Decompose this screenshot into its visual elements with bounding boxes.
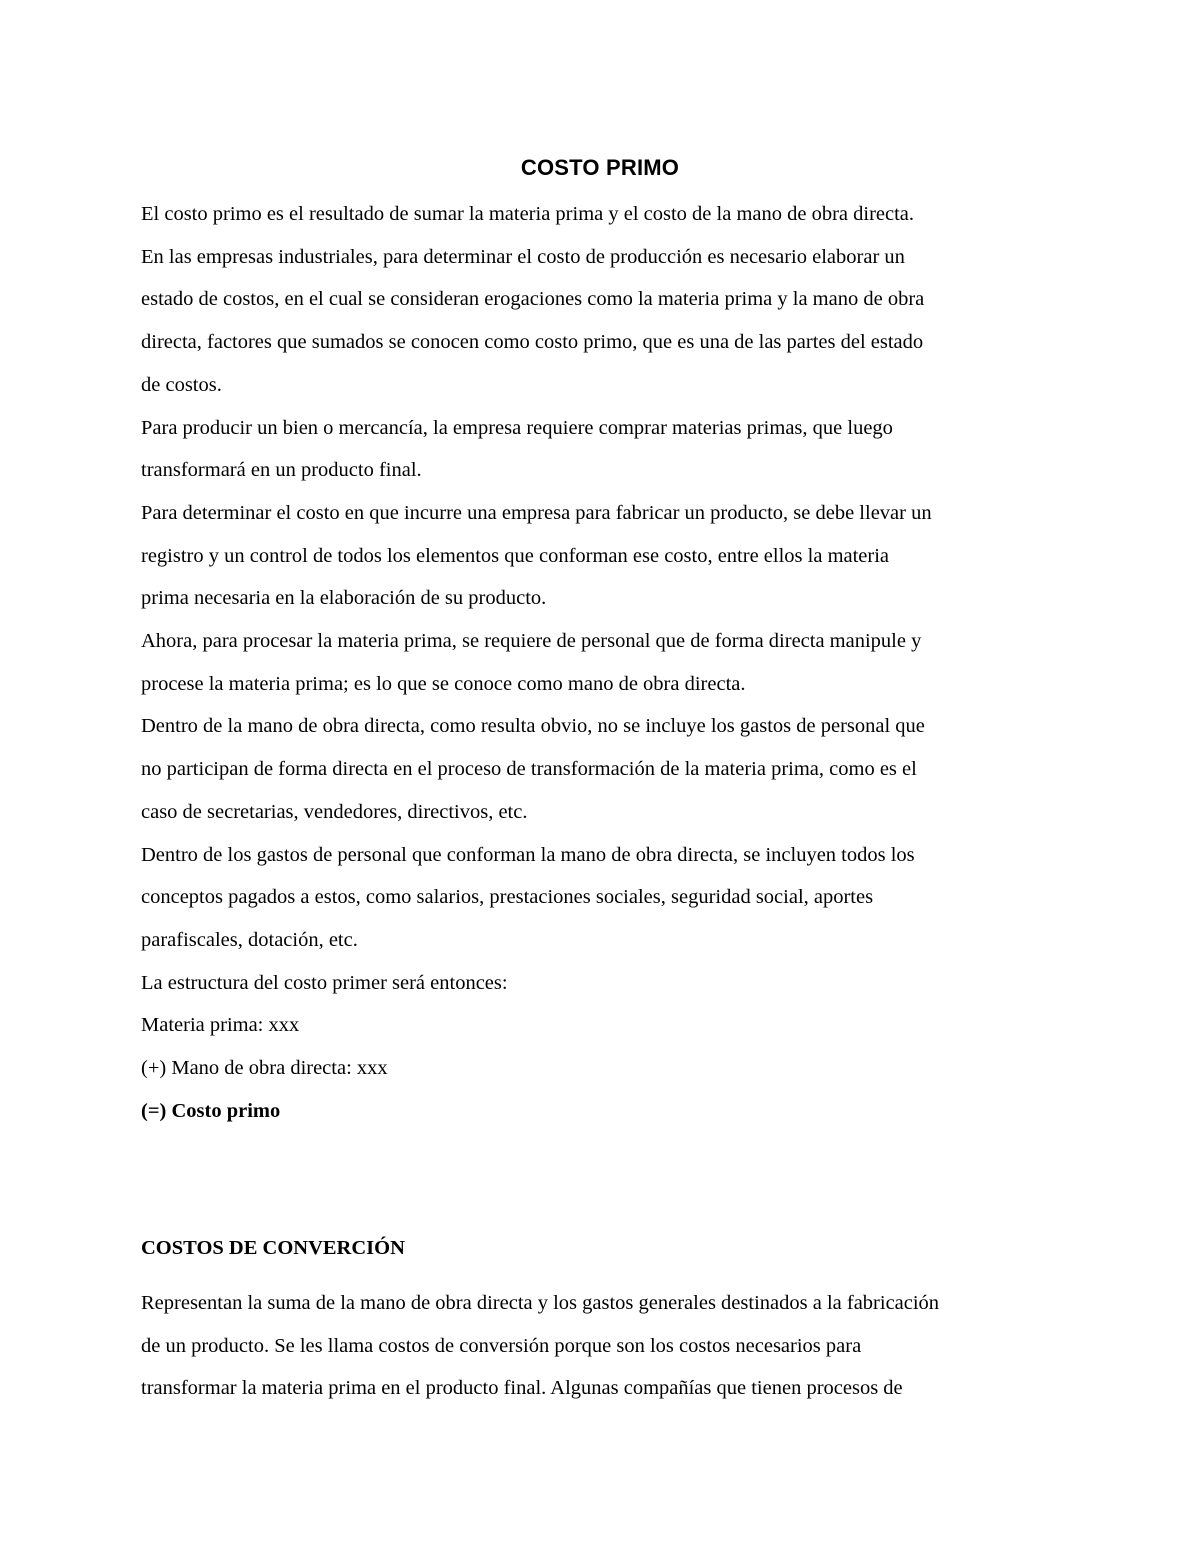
text-line: La estructura del costo primer será entonces: — [141, 971, 508, 994]
text-line: Dentro de los gastos de personal que conforman la mano de obra directa, se incluyen todos los — [141, 843, 915, 866]
formula-mano-de-obra: (+) Mano de obra directa: xxx — [141, 1057, 388, 1080]
text-line: estado de costos, en el cual se consideran erogaciones como la materia prima y la mano de obra — [141, 288, 925, 311]
text-line: transformar la materia prima en el producto final. Algunas compañías que tienen procesos de — [141, 1377, 903, 1400]
text-line: Ahora, para procesar la materia prima, se requiere de personal que de forma directa manipule y — [141, 630, 922, 653]
text-line: En las empresas industriales, para determinar el costo de producción es necesario elaborar un — [141, 245, 905, 268]
text-line: parafiscales, dotación, etc. — [141, 928, 358, 951]
text-line: Representan la suma de la mano de obra directa y los gastos generales destinados a la fabricación — [141, 1292, 940, 1314]
text-line: no participan de forma directa en el proceso de transformación de la materia prima, como es el — [141, 758, 917, 781]
text-line: directa, factores que sumados se conocen como costo primo, que es una de las partes del estado — [141, 331, 924, 354]
text-line: transformará en un producto final. — [141, 459, 422, 482]
text-line: Para producir un bien o mercancía, la empresa requiere comprar materias primas, que luego — [141, 416, 893, 439]
section-heading: COSTOS DE CONVERCIÓN — [141, 1237, 405, 1259]
section-conversion-heading-wrap — [141, 1227, 1071, 1270]
section-costo-primo-body — [141, 193, 1071, 1132]
text-line: procese la materia prima; es lo que se conoce como mano de obra directa. — [141, 672, 746, 695]
text-line: Para determinar el costo en que incurre una empresa para fabricar un producto, se debe llevar un — [141, 501, 932, 524]
text-line: caso de secretarias, vendedores, directivos, etc. — [141, 800, 528, 823]
text-line: prima necesaria en la elaboración de su producto. — [141, 587, 547, 610]
text-line: de un producto. Se les llama costos de conversión porque son los costos necesarios para — [141, 1334, 862, 1357]
text-line: Dentro de la mano de obra directa, como resulta obvio, no se incluye los gastos de personal que — [141, 715, 925, 738]
text-line: de costos. — [141, 373, 222, 396]
text-line: El costo primo es el resultado de sumar la materia prima y el costo de la mano de obra directa. — [141, 203, 915, 225]
formula-materia-prima: Materia prima: xxx — [141, 1014, 300, 1037]
section-conversion-body — [141, 1282, 1071, 1410]
page-title: COSTO PRIMO — [520, 155, 680, 180]
formula-result-costo-primo: (=) Costo primo — [141, 1099, 281, 1122]
text-line: conceptos pagados a estos, como salarios, prestaciones sociales, seguridad social, aportes — [141, 886, 874, 909]
text-line: registro y un control de todos los elementos que conforman ese costo, entre ellos la materia — [141, 544, 890, 567]
